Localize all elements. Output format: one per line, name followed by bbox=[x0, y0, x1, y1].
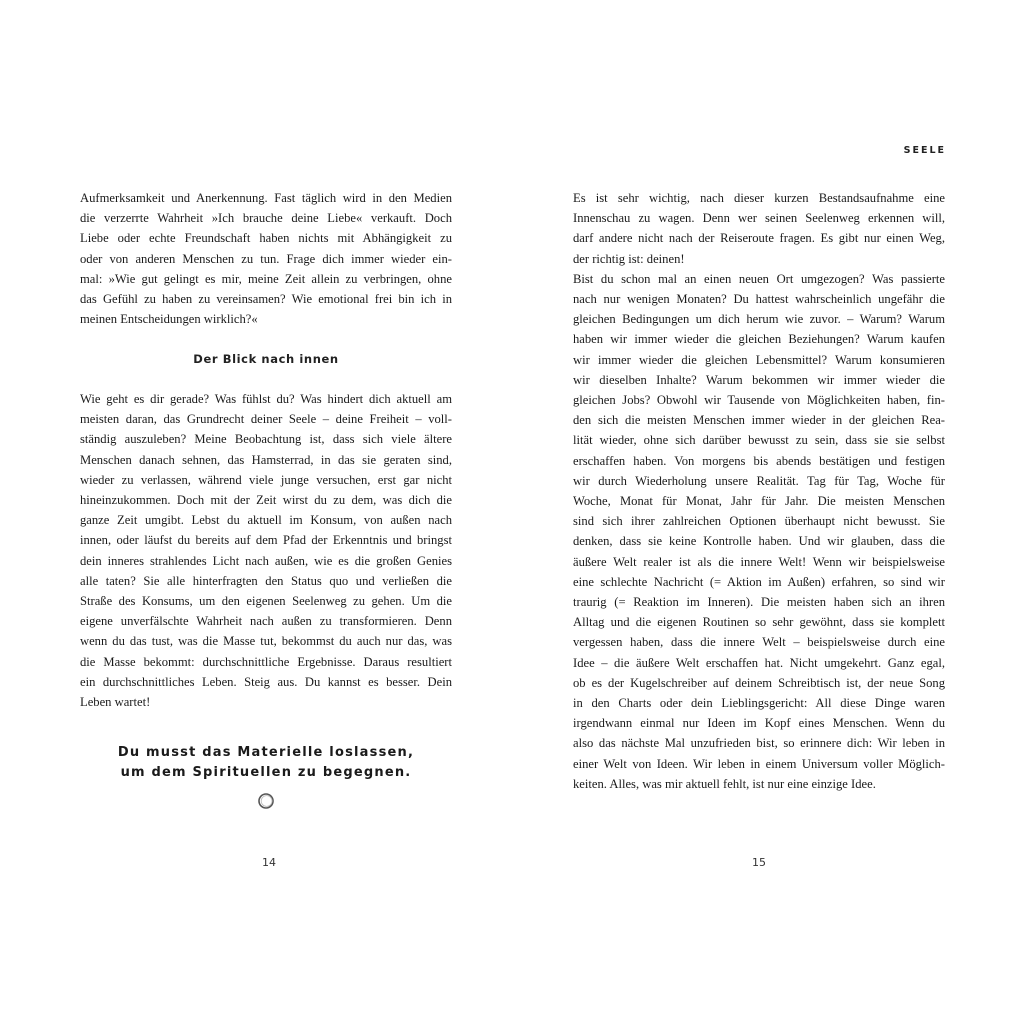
text-line: hineinzukommen. Doch mit der Zeit wirst du zu dem, was dich die bbox=[80, 493, 452, 508]
text-line: Bist du schon mal an einen neuen Ort umgezogen? Was passierte bbox=[573, 271, 945, 286]
right-page bbox=[512, 0, 1024, 1024]
text-line: Woche, Monat für Monat, Jahr für Jahr. Die meisten Menschen bbox=[573, 494, 945, 509]
text-line: Aufmerksamkeit und Anerkennung. Fast täglich wird in den Medien bbox=[80, 191, 452, 205]
text-line: haben wir immer wieder die gleichen Beziehungen? Warum kaufen bbox=[573, 332, 945, 347]
text-line: eigene unverfälschte Wahrheit nach außen zu transformieren. Denn bbox=[80, 614, 452, 629]
text-line: Wie geht es dir gerade? Was fühlst du? Was hindert dich aktuell am bbox=[80, 392, 452, 406]
text-line: traurig (= Reaktion im Inneren). Die meisten haben sich an ihren bbox=[573, 595, 945, 610]
text-line: Menschen danach sehnen, das Hamsterrad, in das sie geraten sind, bbox=[80, 452, 452, 467]
text-line: Leben wartet! bbox=[80, 695, 151, 710]
text-line: der richtig ist: deinen! bbox=[573, 251, 685, 266]
text-line: mal: »Wie gut gelingt es mir, meine Zeit allein zu verbringen, ohne bbox=[80, 271, 452, 286]
text-line: dein inneres strahlendes Licht nach außen, wie es die großen Genies bbox=[80, 553, 452, 568]
text-line: nach nur wenigen Monaten? Du hattest wahrscheinlich ungefähr die bbox=[573, 292, 945, 306]
text-line: Alltag und die eigenen Routinen so sehr gewöhnt, dass sie komplett bbox=[573, 615, 945, 630]
text-line: meisten daran, das Grundrecht deiner Seele – deine Freiheit – voll- bbox=[80, 412, 452, 427]
page-number-left: 14 bbox=[262, 856, 276, 869]
text-line: eine schlechte Nachricht (= Aktion im Außen) erfahren, so sind wir bbox=[573, 574, 945, 589]
section-heading: Der Blick nach innen bbox=[193, 352, 339, 366]
text-line: das Gefühl zu haben zu vereinsamen? Wie emotional frei bin ich in bbox=[80, 292, 452, 307]
text-line: die verzerrte Wahrheit »Ich brauche deine Liebe« verkauft. Doch bbox=[80, 211, 452, 226]
text-line: wir dieselben Inhalte? Warum bekommen wir immer wieder die bbox=[573, 372, 945, 387]
text-line: einer Welt von Ideen. Wir leben in einem Universum voller Möglich- bbox=[573, 756, 945, 771]
right-paragraph-2 bbox=[573, 269, 945, 794]
text-line: wir durch Wiederholung unsere Realität. Tag für Tag, Woche für bbox=[573, 473, 945, 488]
text-line: also das nächste Mal unzufrieden bist, so erinnere dich: Wir leben in bbox=[573, 736, 945, 751]
text-line: äußere Welt realer ist als die innere Welt! Wenn wir beispielsweise bbox=[573, 554, 945, 569]
text-line: meinen Entscheidungen wirklich?« bbox=[80, 312, 258, 327]
text-line: in den Charts oder dein Lieblingsgericht: All diese Dinge waren bbox=[573, 696, 945, 711]
text-line: den sich die meisten Menschen immer wieder in der gleichen Rea- bbox=[573, 413, 945, 428]
text-line: irgendwann einmal nur Ideen im Kopf eines Menschen. Wenn du bbox=[573, 716, 945, 731]
left-paragraph-2 bbox=[80, 389, 452, 712]
page-number-right: 15 bbox=[752, 856, 766, 869]
left-paragraph-1 bbox=[80, 188, 452, 329]
quote-line: um dem Spirituellen zu begegnen. bbox=[120, 765, 412, 780]
ring-ornament-icon bbox=[257, 792, 275, 810]
right-paragraph-1 bbox=[573, 188, 945, 269]
text-line: wenn du das tust, was die Masse tut, bekommst du auch nur das, was bbox=[80, 634, 452, 649]
text-line: ständig auszuleben? Meine Beobachtung ist, dass sich viele ältere bbox=[80, 432, 452, 447]
text-line: Innenschau zu wagen. Denn wer seinen Seelenweg erkennen will, bbox=[573, 211, 945, 226]
text-line: ganze Zeit umgibt. Lebst du aktuell im Konsum, von außen nach bbox=[80, 513, 452, 528]
text-line: vergessen haben, dass die innere Welt – beispielsweise durch eine bbox=[573, 635, 945, 650]
text-line: ein durchschnittliches Leben. Steig aus. Du kannst es besser. Dein bbox=[80, 674, 452, 689]
text-line: oder von anderen Menschen zu tun. Frage dich immer wieder ein- bbox=[80, 251, 452, 266]
text-line: gleichen Jobs? Obwohl wir Tausende von Möglichkeiten haben, fin- bbox=[573, 393, 945, 408]
text-line: darf andere nicht nach der Reiseroute fragen. Es gibt nur einen Weg, bbox=[573, 231, 945, 246]
text-line: keiten. Alles, was mir aktuell fehlt, ist nur eine einzige Idee. bbox=[573, 776, 876, 791]
text-line: wir immer wieder die gleichen Lebensmittel? Warum konsumieren bbox=[573, 352, 945, 367]
text-line: gleichen Bedingungen um dich herum wie zuvor. – Warum? Warum bbox=[573, 312, 945, 327]
text-line: innen, oder läufst du bereits auf dem Pfad der Erkenntnis und bringst bbox=[80, 533, 452, 548]
text-line: sind sich ihrer zahlreichen Optionen überhaupt nicht bewusst. Sie bbox=[573, 514, 945, 529]
pull-quote bbox=[80, 743, 452, 783]
text-line: Idee – die äußere Welt erschaffen hat. Nicht umgekehrt. Ganz egal, bbox=[573, 655, 945, 670]
text-line: wieder zu verlassen, während viele junge versuchen, erst gar nicht bbox=[80, 472, 452, 487]
running-head: SEELE bbox=[903, 145, 946, 156]
text-line: Liebe oder echte Freundschaft haben nichts mit Abhängigkeit zu bbox=[80, 231, 452, 246]
text-line: Es ist sehr wichtig, nach dieser kurzen Bestandsaufnahme eine bbox=[573, 191, 945, 205]
text-line: Straße des Konsums, um den eigenen Seelenweg zu gehen. Um die bbox=[80, 594, 452, 609]
text-line: die Masse bekommt: durchschnittliche Ergebnisse. Daraus resultiert bbox=[80, 654, 452, 669]
quote-line: Du musst das Materielle loslassen, bbox=[117, 745, 415, 760]
text-line: denken, dass sie keine Kontrolle haben. Und wir glauben, dass die bbox=[573, 534, 945, 549]
text-line: erschaffen haben. Von morgens bis abends bestätigen und festigen bbox=[573, 453, 945, 468]
text-line: lität wieder, ohne sich darüber bewusst zu sein, dass sie sie selbst bbox=[573, 433, 945, 448]
text-line: ob es der Kugelschreiber auf deinem Schreibtisch ist, der neue Song bbox=[573, 675, 945, 690]
text-line: alle taten? Sie alle hinterfragten den Status quo und verließen die bbox=[80, 573, 452, 588]
